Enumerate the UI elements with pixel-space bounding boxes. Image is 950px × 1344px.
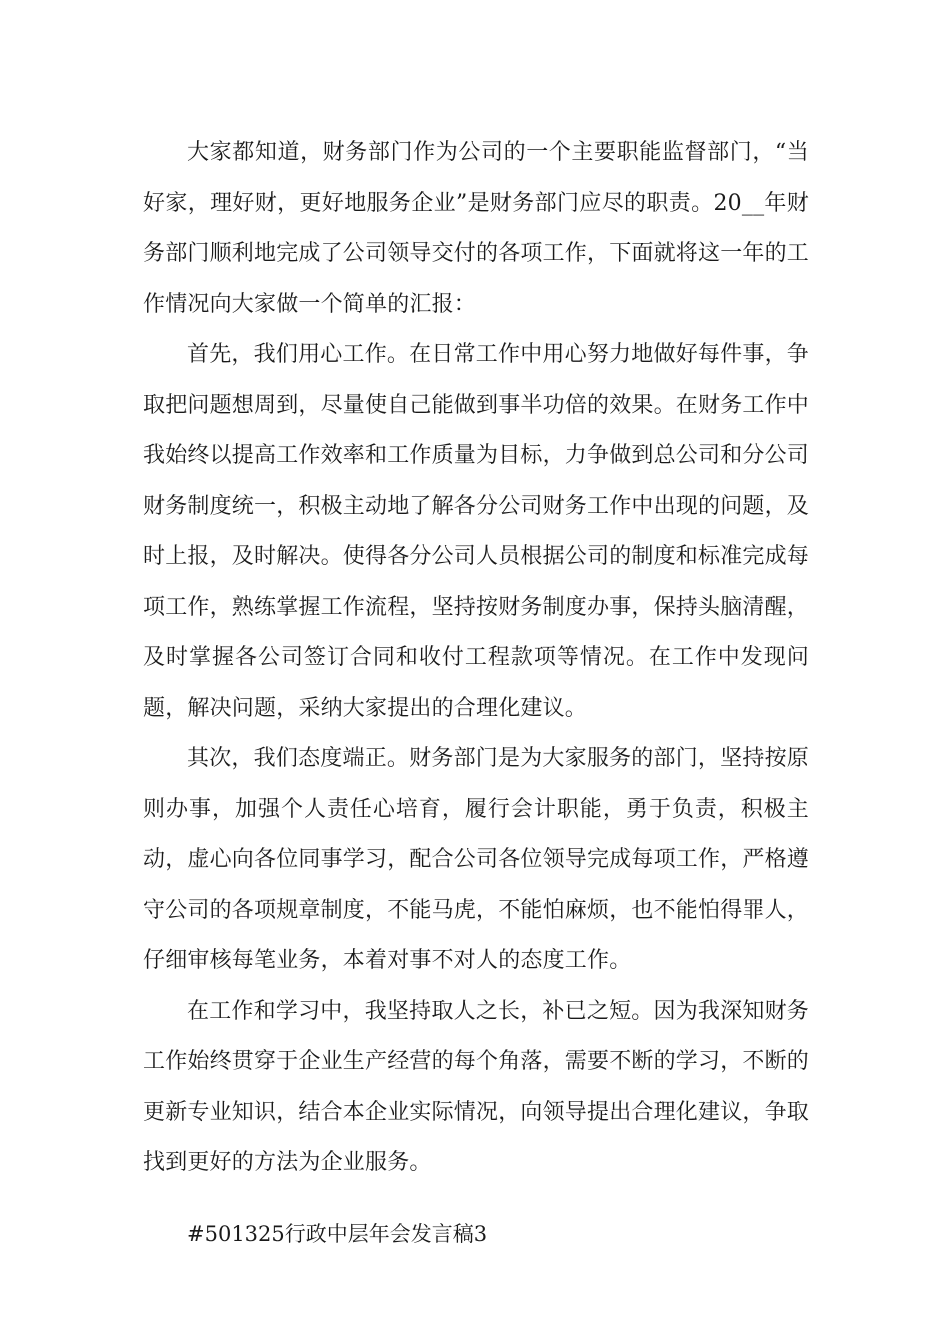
paragraph-second: 其次，我们态度端正。财务部门是为大家服务的部门，坚持按原则办事，加强个人责任心培育，履行会计职能，勇于负责，积极主动，虚心向各位同事学习，配合公司各位领导完成每项工作，严格遵守公司的各项规章制度，不能马虎，不能怕麻烦，也不能怕得罪人，仔细审核每笔业务，本着对事不对人的态度工作。 <box>143 746 810 973</box>
paragraph-third: 在工作和学习中，我坚持取人之长，补已之短。因为我深知财务工作始终贯穿于企业生产经营的每个角落，需要不断的学习，不断的更新专业知识，结合本企业实际情况，向领导提出合理化建议，争取找到更好的方法为企业服务。 <box>143 998 810 1175</box>
document-body <box>143 128 809 1259</box>
section-heading: #501325行政中层年会发言稿3 <box>187 1221 488 1246</box>
paragraph-intro: 大家都知道，财务部门作为公司的一个主要职能监督部门，“当好家，理好财，更好地服务企业”是财务部门应尽的职责。20__年财务部门顺利地完成了公司领导交付的各项工作，下面就将这一年的工作情况向大家做一个简单的汇报： <box>143 140 810 317</box>
paragraph-first: 首先，我们用心工作。在日常工作中用心努力地做好每件事，争取把问题想周到，尽量使自己能做到事半功倍的效果。在财务工作中我始终以提高工作效率和工作质量为目标，力争做到总公司和分公司财务制度统一，积极主动地了解各分公司财务工作中出现的问题，及时上报，及时解决。使得各分公司人员根据公司的制度和标准完成每项工作，熟练掌握工作流程，坚持按财务制度办事，保持头脑清醒，及时掌握各公司签订合同和收付工程款项等情况。在工作中发现问题，解决问题，采纳大家提出的合理化建议。 <box>143 342 810 721</box>
